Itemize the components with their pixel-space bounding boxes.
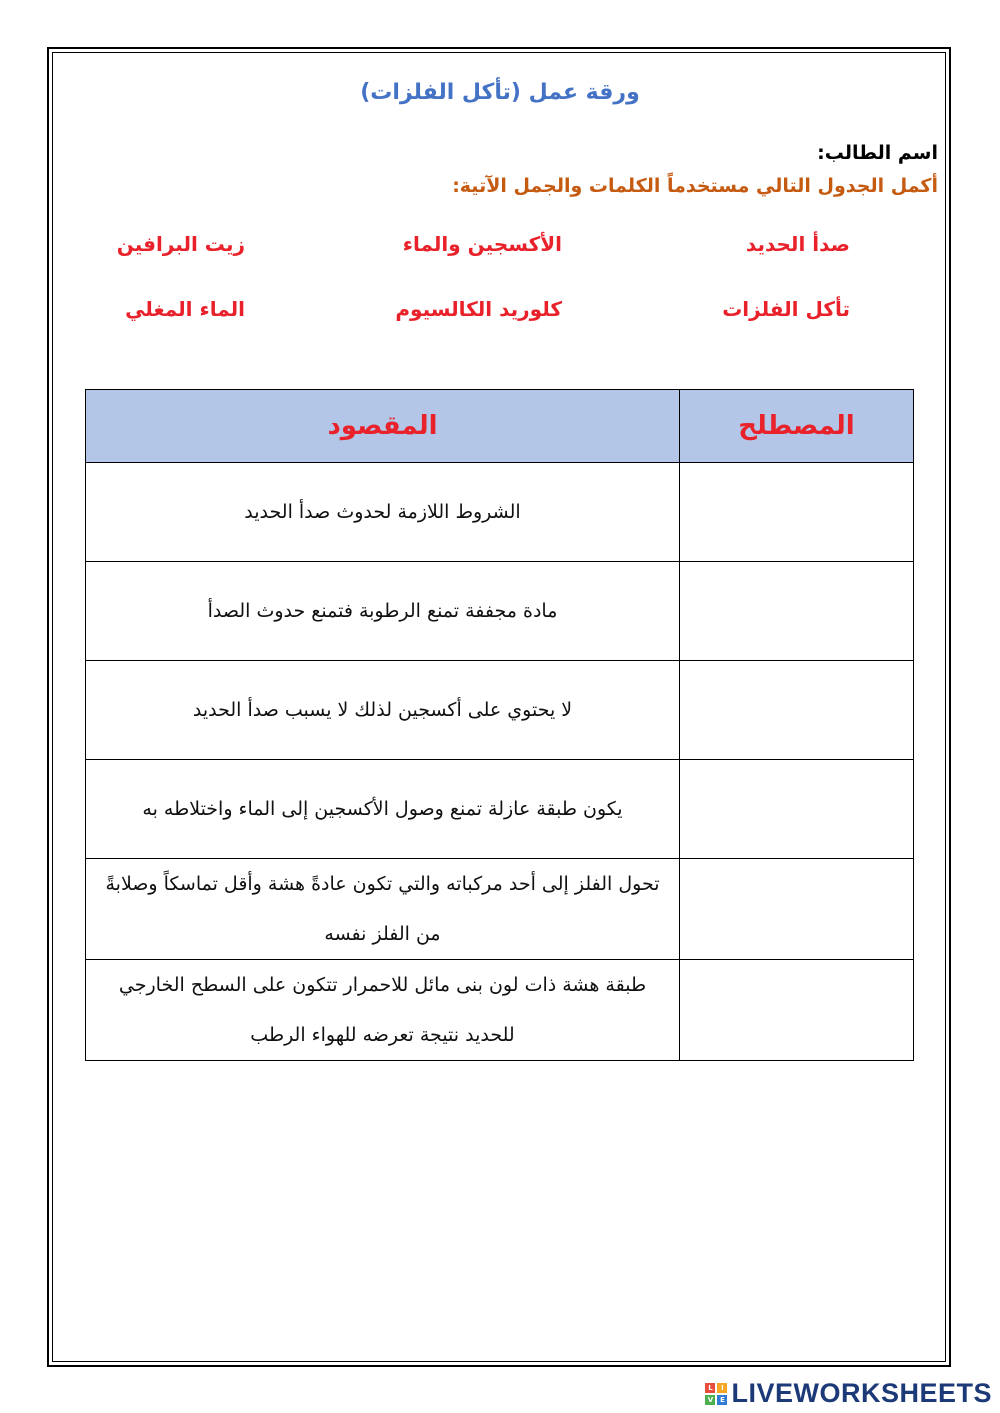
table-row <box>86 960 914 1061</box>
header-term: المصطلح <box>680 390 914 463</box>
table-row <box>86 562 914 661</box>
table-row <box>86 859 914 960</box>
logo-letter: E <box>717 1395 727 1405</box>
term-answer-cell[interactable] <box>680 859 914 960</box>
word-bank-item: الماء المغلي <box>125 297 245 321</box>
brand-name: LIVEWORKSHEETS <box>731 1378 992 1408</box>
word-bank-item: تأكل الفلزات <box>722 297 850 321</box>
term-answer-cell[interactable] <box>680 463 914 562</box>
header-meaning: المقصود <box>86 390 680 463</box>
meaning-cell: يكون طبقة عازلة تمنع وصول الأكسجين إلى الماء واختلاطه به <box>86 760 680 859</box>
meaning-cell: طبقة هشة ذات لون بنى مائل للاحمرار تتكون على السطح الخارجي للحديد نتيجة تعرضه للهواء الرطب <box>86 960 680 1061</box>
term-answer-cell[interactable] <box>680 661 914 760</box>
table-header-row <box>86 390 914 463</box>
table-row <box>86 760 914 859</box>
term-answer-cell[interactable] <box>680 960 914 1061</box>
meaning-cell: الشروط اللازمة لحدوث صدأ الحديد <box>86 463 680 562</box>
word-bank-item: صدأ الحديد <box>745 232 850 256</box>
instruction-text: أكمل الجدول التالي مستخدماً الكلمات والجمل الآتية: <box>452 175 938 197</box>
meaning-cell: تحول الفلز إلى أحد مركباته والتي تكون عادةً هشة وأقل تماسكاً وصلابةً من الفلز نفسه <box>86 859 680 960</box>
meaning-cell: لا يحتوي على أكسجين لذلك لا يسبب صدأ الحديد <box>86 661 680 760</box>
term-answer-cell[interactable] <box>680 760 914 859</box>
table-row <box>86 463 914 562</box>
terms-table <box>85 389 914 1061</box>
term-answer-cell[interactable] <box>680 562 914 661</box>
meaning-cell: مادة مجففة تمنع الرطوبة فتمنع حدوث الصدأ <box>86 562 680 661</box>
word-bank-item: كلوريد الكالسيوم <box>395 297 562 321</box>
word-bank-item: الأكسجين والماء <box>402 232 562 256</box>
worksheet-title: ورقة عمل (تأكل الفلزات) <box>360 80 640 105</box>
logo-letter: V <box>705 1395 715 1405</box>
word-bank-item: زيت البرافين <box>116 232 245 256</box>
liveworksheets-logo-icon <box>705 1383 727 1405</box>
liveworksheets-footer <box>705 1378 992 1409</box>
logo-letter: I <box>717 1383 727 1393</box>
student-name-label: اسم الطالب: <box>817 142 938 164</box>
table-row <box>86 661 914 760</box>
logo-letter: L <box>705 1383 715 1393</box>
